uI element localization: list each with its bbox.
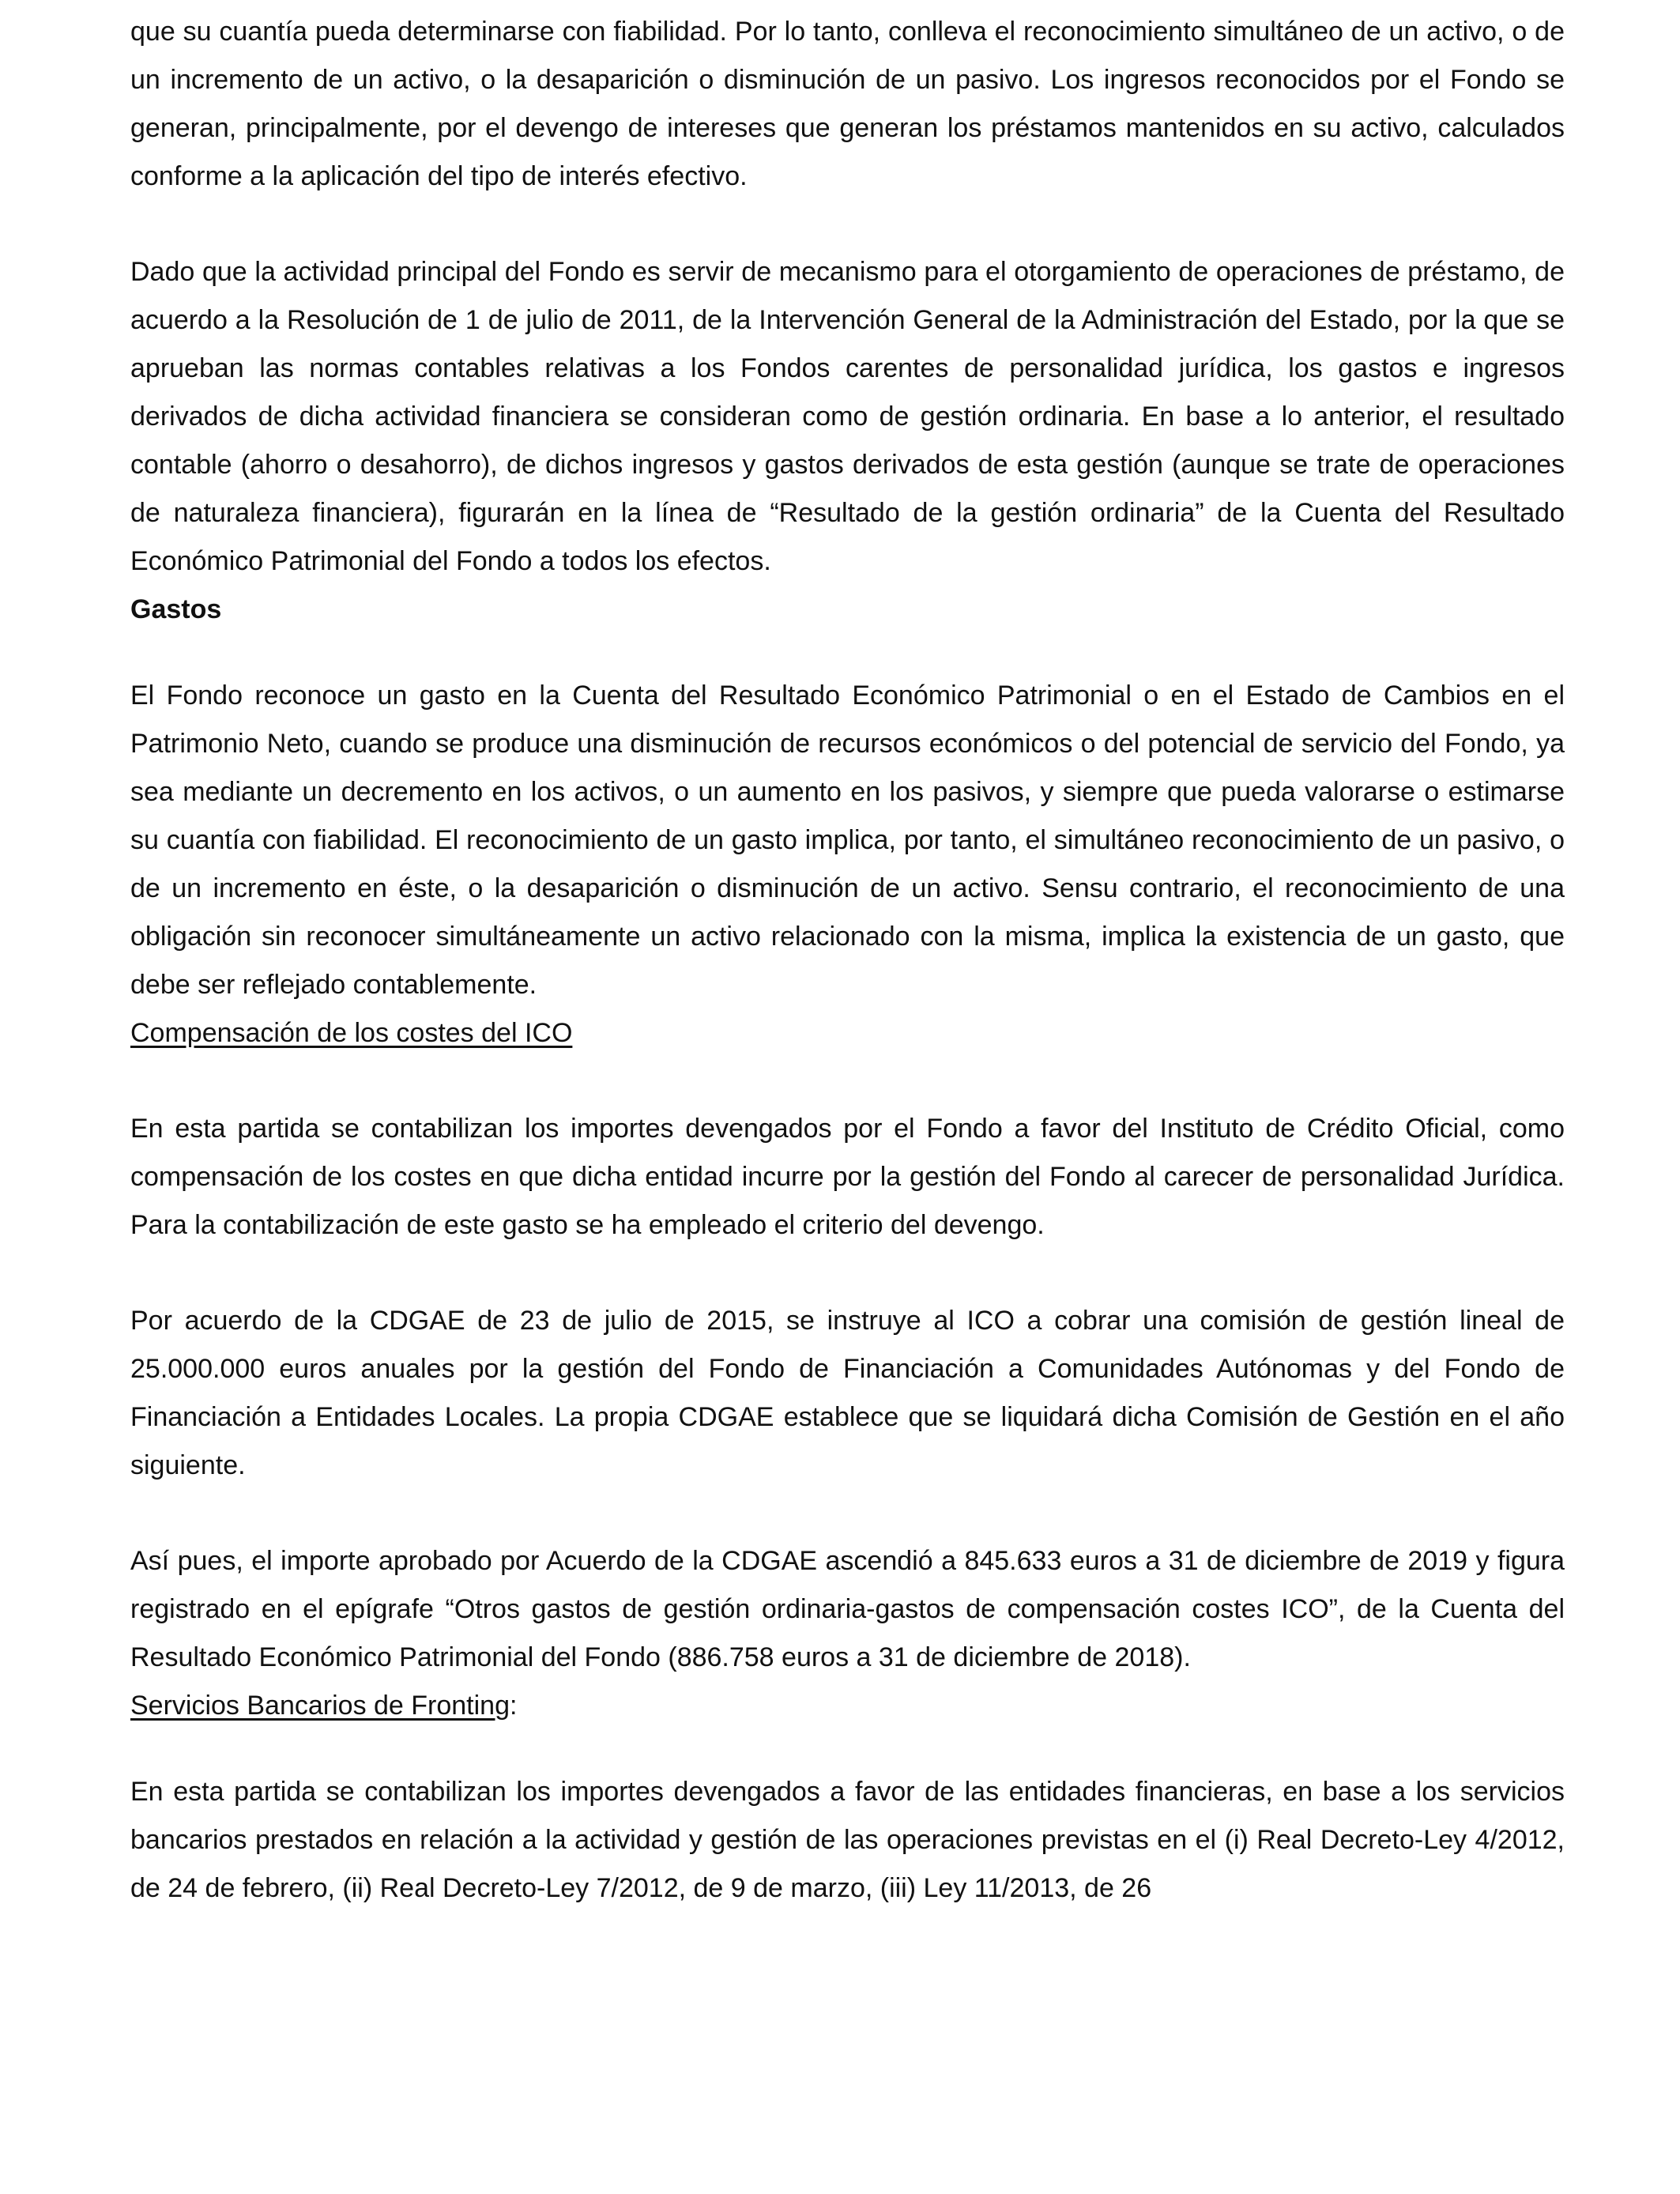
paragraph-acuerdo-cdgae: Por acuerdo de la CDGAE de 23 de julio de 2015, se instruye al ICO a cobrar una comisión de gestión lineal de 25.000.000 euros anuales por la gestión del Fondo de Financiación a Comunidades Autónomas y del Fondo de Financiación a Entidades Locales. La propia CDGAE establece que se liquidará dicha Comisión de Gestión en el año siguiente. [130, 1306, 1565, 1480]
paragraph-importe-aprobado: Así pues, el importe aprobado por Acuerdo de la CDGAE ascendió a 845.633 euros a 31 de diciembre de 2019 y figura registrado en el epígrafe “Otros gastos de gestión ordinaria-gastos de compensación costes ICO”, de la Cuenta del Resultado Económico Patrimonial del Fondo (886.758 euros a 31 de diciembre de 2018). [130, 1546, 1565, 1672]
paragraph-fronting-partida: En esta partida se contabilizan los importes devengados a favor de las entidades financieras, en base a los servicios bancarios prestados en relación a la actividad y gestión de las operaciones previstas en el (i) Real Decreto-Ley 4/2012, de 24 de febrero, (ii) Real Decreto-Ley 7/2012, de 9 de marzo, (iii) Ley 11/2013, de 26 [130, 1777, 1565, 1903]
paragraph-gastos-reconocimiento: El Fondo reconoce un gasto en la Cuenta del Resultado Económico Patrimonial o en el Estado de Cambios en el Patrimonio Neto, cuando se produce una disminución de recursos económicos o del potencial de servicio del Fondo, ya sea mediante un decremento en los activos, o un aumento en los pasivos, y siempre que pueda valorarse o estimarse su cuantía con fiabilidad. El reconocimiento de un gasto implica, por tanto, el simultáneo reconocimiento de un pasivo, o de un incremento en éste, o la desaparición o disminución de un activo. Sensu contrario, el reconocimiento de una obligación sin reconocer simultáneamente un activo relacionado con la misma, implica la existencia de un gasto, que debe ser reflejado contablemente. [130, 680, 1565, 1000]
paragraph-actividad-principal: Dado que la actividad principal del Fondo es servir de mecanismo para el otorgamiento de operaciones de préstamo, de acuerdo a la Resolución de 1 de julio de 2011, de la Intervención General de la Administración del Estado, por la que se aprueban las normas contables relativas a los Fondos carentes de personalidad jurídica, los gastos e ingresos derivados de dicha actividad financiera se consideran como de gestión ordinaria. En base a lo anterior, el resultado contable (ahorro o desahorro), de dichos ingresos y gastos derivados de esta gestión (aunque se trate de operaciones de naturaleza financiera), figurarán en la línea de “Resultado de la gestión ordinaria” de la Cuenta del Resultado Económico Patrimonial del Fondo a todos los efectos. [130, 257, 1565, 576]
paragraph-compensacion-partida: En esta partida se contabilizan los importes devengados por el Fondo a favor del Instituto de Crédito Oficial, como compensación de los costes en que dicha entidad incurre por la gestión del Fondo al carecer de personalidad Jurídica. Para la contabilización de este gasto se ha empleado el criterio del devengo. [130, 1114, 1565, 1240]
paragraph-ingresos-reconocimiento: que su cuantía pueda determinarse con fiabilidad. Por lo tanto, conlleva el reconocimiento simultáneo de un activo, o de un incremento de un activo, o la desaparición o disminución de un pasivo. Los ingresos reconocidos por el Fondo se generan, principalmente, por el devengo de intereses que generan los préstamos mantenidos en su activo, calculados conforme a la aplicación del tipo de interés efectivo. [130, 17, 1565, 191]
heading-compensacion-costes-ico [130, 1009, 1565, 1057]
heading-fronting-colon: : [510, 1691, 518, 1721]
heading-compensacion-text: Compensación de los costes del ICO [130, 1018, 573, 1048]
heading-gastos: Gastos [130, 594, 222, 624]
document-page [130, 8, 1565, 1913]
heading-servicios-fronting [130, 1682, 1565, 1730]
heading-fronting-text: Servicios Bancarios de Fronting [130, 1691, 510, 1721]
